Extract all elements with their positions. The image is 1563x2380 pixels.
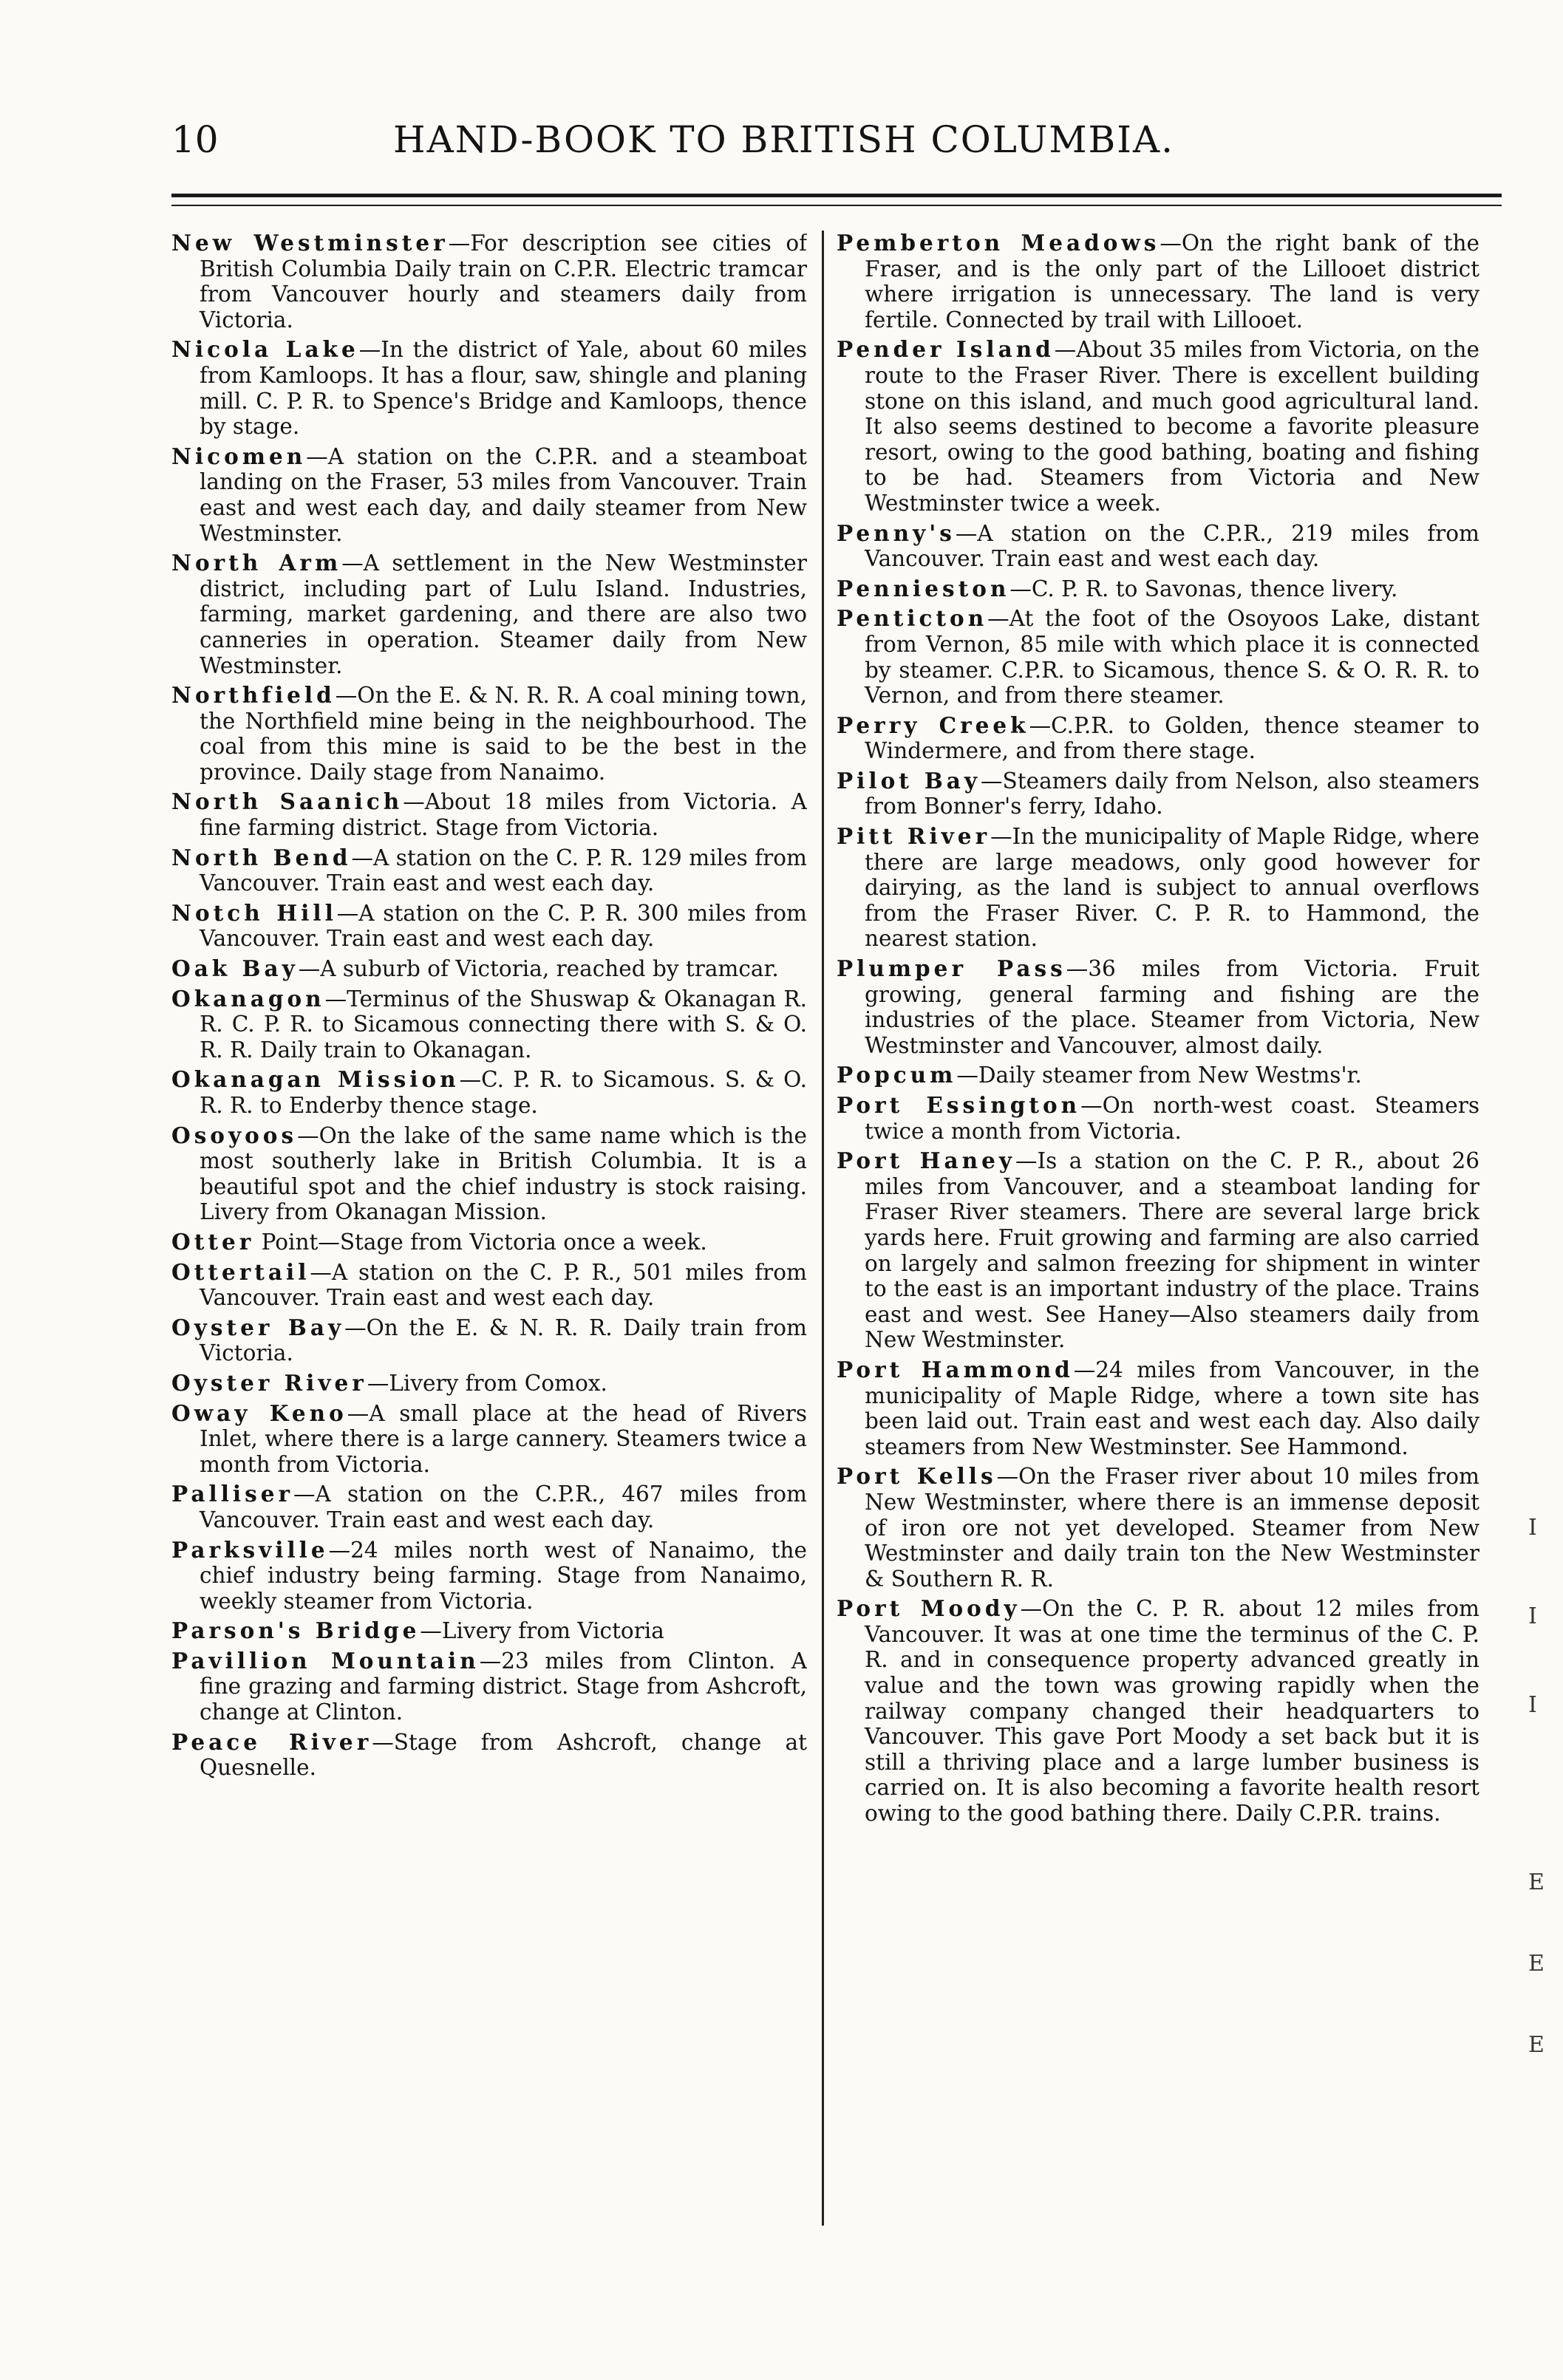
running-title: HAND-BOOK TO BRITISH COLUMBIA.	[393, 118, 1175, 161]
gazetteer-entry	[171, 1067, 807, 1118]
entry-place-name: Penny's	[837, 519, 956, 546]
entry-description: —In the district of Yale, about 60 miles from Kamloops. It has a flour, saw, shingle and planing mill. C. P. R. to Spence's Bridge and Kamloops, thence by stage.	[200, 337, 807, 440]
entry-description: —C.P.R. to Golden, thence steamer to Windermere, and from there stage.	[865, 712, 1479, 764]
gazetteer-entry	[837, 337, 1479, 516]
entry-place-name: Pemberton Meadows	[837, 231, 1160, 256]
entry-place-name: Oyster Bay	[171, 1314, 345, 1340]
gazetteer-entry	[171, 789, 807, 840]
entry-place-name: Popcum	[837, 1062, 957, 1088]
gazetteer-entry	[837, 713, 1479, 764]
gazetteer-entry	[171, 901, 807, 952]
entry-description: —About 35 miles from Victoria, on the route to the Fraser River. There is excellent building stone on this island, and much good agricultural land. It also seems destined to become a favorite pleasure resort, owing to the good bathing, boating and fishing to be had. Steamers from Victoria and New Westminster twice a week.	[865, 337, 1479, 516]
entry-place-name: Otter	[171, 1228, 255, 1255]
entry-place-name: Plumper Pass	[837, 955, 1066, 982]
gazetteer-entry	[837, 1093, 1479, 1144]
entry-place-name: North Saanich	[171, 788, 403, 815]
entry-place-name: Pitt River	[837, 823, 991, 850]
entry-description: —A suburb of Victoria, reached by tramcar.	[298, 956, 779, 982]
gazetteer-entry	[171, 986, 807, 1063]
entry-place-name: Port Haney	[837, 1148, 1015, 1174]
entry-place-name: Penticton	[837, 605, 988, 632]
entry-place-name: Pender Island	[837, 336, 1055, 363]
entry-description: —A settlement in the New Westminster district, including part of Lulu Island. Industries, farming, market gardening, and there are also two canneries in operation. Steamer daily from New Westminster.	[200, 550, 807, 678]
entry-place-name: North Arm	[171, 550, 342, 576]
entry-place-name: North Bend	[171, 844, 352, 870]
gazetteer-entry	[171, 1648, 807, 1725]
entry-place-name: Port Moody	[837, 1595, 1021, 1622]
entry-place-name: Osoyoos	[171, 1122, 298, 1148]
entry-place-name: Oway Keno	[171, 1399, 347, 1426]
entry-description: —For description see cities of British Columbia Daily train on C.P.R. Electric tramcar from Vancouver hourly and steamers daily from Victoria.	[200, 231, 807, 333]
entry-place-name: Parksville	[171, 1536, 329, 1563]
gazetteer-entry	[837, 768, 1479, 819]
gazetteer-entry	[171, 1371, 807, 1397]
entry-description: —A small place at the head of Rivers Inlet, where there is a large cannery. Steamers twice a month from Victoria.	[200, 1400, 807, 1477]
entry-description: —23 miles from Clinton. A fine grazing and farming district. Stage from Ashcroft, change at Clinton.	[200, 1648, 807, 1725]
gazetteer-entry	[171, 1260, 807, 1311]
entry-description: —On the E. & N. R. R. A coal mining town, the Northfield mine being in the neighbourhood. The coal from this mine is said to be the best in the province. Daily stage from Nanaimo.	[200, 683, 807, 785]
entry-description: Point—Stage from Victoria once a week.	[254, 1229, 707, 1255]
page-header	[171, 118, 1502, 161]
gazetteer-entry	[837, 1464, 1479, 1592]
gazetteer-entry	[171, 683, 807, 785]
entry-description: —C. P. R. to Sicamous. S. & O. R. R. to Enderby thence stage.	[200, 1067, 807, 1118]
entry-description: —Terminus of the Shuswap & Okanagan R. R. C. P. R. to Sicamous connecting there with S. & O. R. R. Daily train to Okanagan.	[200, 986, 807, 1063]
entry-place-name: Port Kells	[837, 1463, 997, 1490]
gazetteer-entry	[171, 550, 807, 678]
entry-description: —On the C. P. R. about 12 miles from Vancouver. It was at one time the terminus of the C. P. R. and in consequence property advanced greatly in value and the town was growing rapidly when the railway company changed their headquarters to Vancouver. This gave Port Moody a set back but it is still a thriving place and a large lumber business is carried on. It is also becoming a favorite health resort owing to the good bathing there. Daily C.P.R. trains.	[865, 1596, 1479, 1827]
entry-description: —On the Fraser river about 10 miles from New Westminster, where there is an immense deposit of iron ore not yet developed. Steamer from New Westminster and daily train ton the New Westminster & Southern R. R.	[865, 1464, 1479, 1592]
entry-place-name: Ottertail	[171, 1258, 310, 1285]
entry-place-name: Notch Hill	[171, 899, 337, 926]
entry-place-name: Nicola Lake	[171, 336, 359, 363]
entry-place-name: Nicomen	[171, 443, 307, 469]
gazetteer-entry	[171, 1123, 807, 1225]
entry-description: —Is a station on the C. P. R., about 26 miles from Vancouver, and a steamboat landing for Fraser River steamers. There are several large brick yards here. Fruit growing and farming are also carried on largely and salmon freezing for shipment in winter to the east is an important industry of the place. Trains east and west. See Haney—Also steamers daily from New Westminster.	[865, 1148, 1479, 1353]
entry-place-name: Pavillion Mountain	[171, 1647, 480, 1674]
gazetteer-entry	[837, 576, 1479, 602]
gazetteer-entry	[171, 1315, 807, 1366]
entry-place-name: Peace River	[171, 1728, 372, 1755]
entry-place-name: Port Essington	[837, 1092, 1081, 1118]
entry-place-name: Okanagon	[171, 985, 325, 1012]
entry-description: —A station on the C.P.R., 219 miles from Vancouver. Train east and west each day.	[865, 520, 1479, 572]
gazetteer-entry	[171, 231, 807, 333]
entry-place-name: Pilot Bay	[837, 767, 981, 794]
entry-place-name: Oak Bay	[171, 955, 299, 982]
entry-place-name: Parson's Bridge	[171, 1617, 420, 1644]
entry-place-name: Pennieston	[837, 575, 1010, 601]
entry-description: —On the lake of the same name which is the most southerly lake in British Columbia. It is a beautiful spot and the chief industry is stock raising. Livery from Okanagan Mission.	[200, 1122, 807, 1225]
gazetteer-entry	[837, 1596, 1479, 1826]
entry-description: —At the foot of the Osoyoos Lake, distant from Vernon, 85 mile with which place it is connected by steamer. C.P.R. to Sicamous, thence S. & O. R. R. to Vernon, and from there steamer.	[865, 606, 1479, 709]
entry-place-name: Northfield	[171, 682, 336, 709]
gazetteer-entry	[171, 956, 807, 982]
entry-description: —Livery from Victoria	[420, 1618, 664, 1644]
left-column	[171, 231, 807, 2233]
column-divider	[822, 231, 824, 2226]
entry-description: —A station on the C. P. R. 300 miles from Vancouver. Train east and west each day.	[200, 900, 807, 952]
entry-description: —C. P. R. to Savonas, thence livery.	[1009, 576, 1398, 601]
entry-description: —24 miles from Vancouver, in the municipality of Maple Ridge, where a town site has been laid out. Train east and west each day. Also daily steamers from New Westminster. See Hammond.	[865, 1357, 1479, 1459]
entry-description: —Daily steamer from New Westms'r.	[956, 1063, 1362, 1088]
entry-description: —A station on the C.P.R. and a steamboat landing on the Fraser, 53 miles from Vancouver. Train east and west each day, and daily steamer from New Westminster.	[200, 443, 807, 546]
margin-mark: E	[1528, 2032, 1545, 2058]
gazetteer-entry	[171, 1230, 807, 1255]
gazetteer-entry	[837, 606, 1479, 708]
entry-description: —On north-west coast. Steamers twice a month from Victoria.	[865, 1093, 1479, 1144]
gazetteer-entry	[171, 845, 807, 896]
gazetteer-entry	[171, 1401, 807, 1478]
entry-description: —A station on the C.P.R., 467 miles from Vancouver. Train east and west each day.	[200, 1481, 807, 1532]
gazetteer-entry	[171, 1730, 807, 1781]
margin-mark: I	[1528, 1692, 1537, 1718]
gazetteer-entry	[171, 1538, 807, 1614]
margin-mark: E	[1528, 1951, 1545, 1977]
entry-description: —About 18 miles from Victoria. A fine farming district. Stage from Victoria.	[200, 789, 807, 841]
entry-description: —A station on the C. P. R., 501 miles from Vancouver. Train east and west each day.	[200, 1259, 807, 1311]
entry-description: —Steamers daily from Nelson, also steamers from Bonner's ferry, Idaho.	[865, 768, 1479, 819]
entry-description: —24 miles north west of Nanaimo, the chief industry being farming. Stage from Nanaimo, weekly steamer from Victoria.	[200, 1537, 807, 1614]
gazetteer-entry	[171, 444, 807, 546]
gazetteer-entry	[837, 231, 1479, 333]
gazetteer-entry	[171, 1481, 807, 1532]
gazetteer-entry	[837, 956, 1479, 1058]
gazetteer-entry	[171, 337, 807, 439]
entry-description: —Livery from Comox.	[367, 1370, 607, 1396]
entry-description: —In the municipality of Maple Ridge, where there are large meadows, only good however for dairying, as the land is subject to annual overflows from the Fraser River. C. P. R. to Hammond, the nearest station.	[865, 824, 1479, 952]
page-number: 10	[171, 118, 219, 161]
gazetteer-entry	[837, 521, 1479, 572]
gazetteer-entry	[837, 1063, 1479, 1088]
entry-place-name: New Westminster	[171, 231, 449, 256]
entry-place-name: Port Hammond	[837, 1356, 1074, 1382]
gazetteer-entry	[171, 1618, 807, 1644]
header-rule-thin	[171, 205, 1502, 206]
gazetteer-entry	[837, 824, 1479, 952]
right-column	[837, 231, 1479, 2233]
entry-description: —On the right bank of the Fraser, and is the only part of the Lillooet district where irrigation is unnecessary. The land is very fertile. Connected by trail with Lillooet.	[865, 231, 1479, 333]
entry-description: —A station on the C. P. R. 129 miles from Vancouver. Train east and west each day.	[200, 845, 807, 896]
entry-place-name: Palliser	[171, 1481, 294, 1507]
entry-description: —On the E. & N. R. R. Daily train from Victoria.	[200, 1315, 807, 1366]
entry-place-name: Oyster River	[171, 1369, 367, 1396]
entry-place-name: Perry Creek	[837, 712, 1029, 738]
gazetteer-entry	[837, 1357, 1479, 1459]
margin-mark: E	[1528, 1869, 1545, 1895]
margin-mark: I	[1528, 1603, 1537, 1629]
gazetteer-entry	[837, 1148, 1479, 1353]
entry-place-name: Okanagan Mission	[171, 1066, 460, 1093]
entry-description: —Stage from Ashcroft, change at Quesnelle.	[200, 1729, 807, 1781]
header-rule-thick	[171, 194, 1502, 197]
entry-description: —36 miles from Victoria. Fruit growing, general farming and fishing are the industries of the place. Steamer from Victoria, New Westminster and Vancouver, almost daily.	[865, 956, 1479, 1058]
margin-mark: I	[1528, 1515, 1537, 1541]
